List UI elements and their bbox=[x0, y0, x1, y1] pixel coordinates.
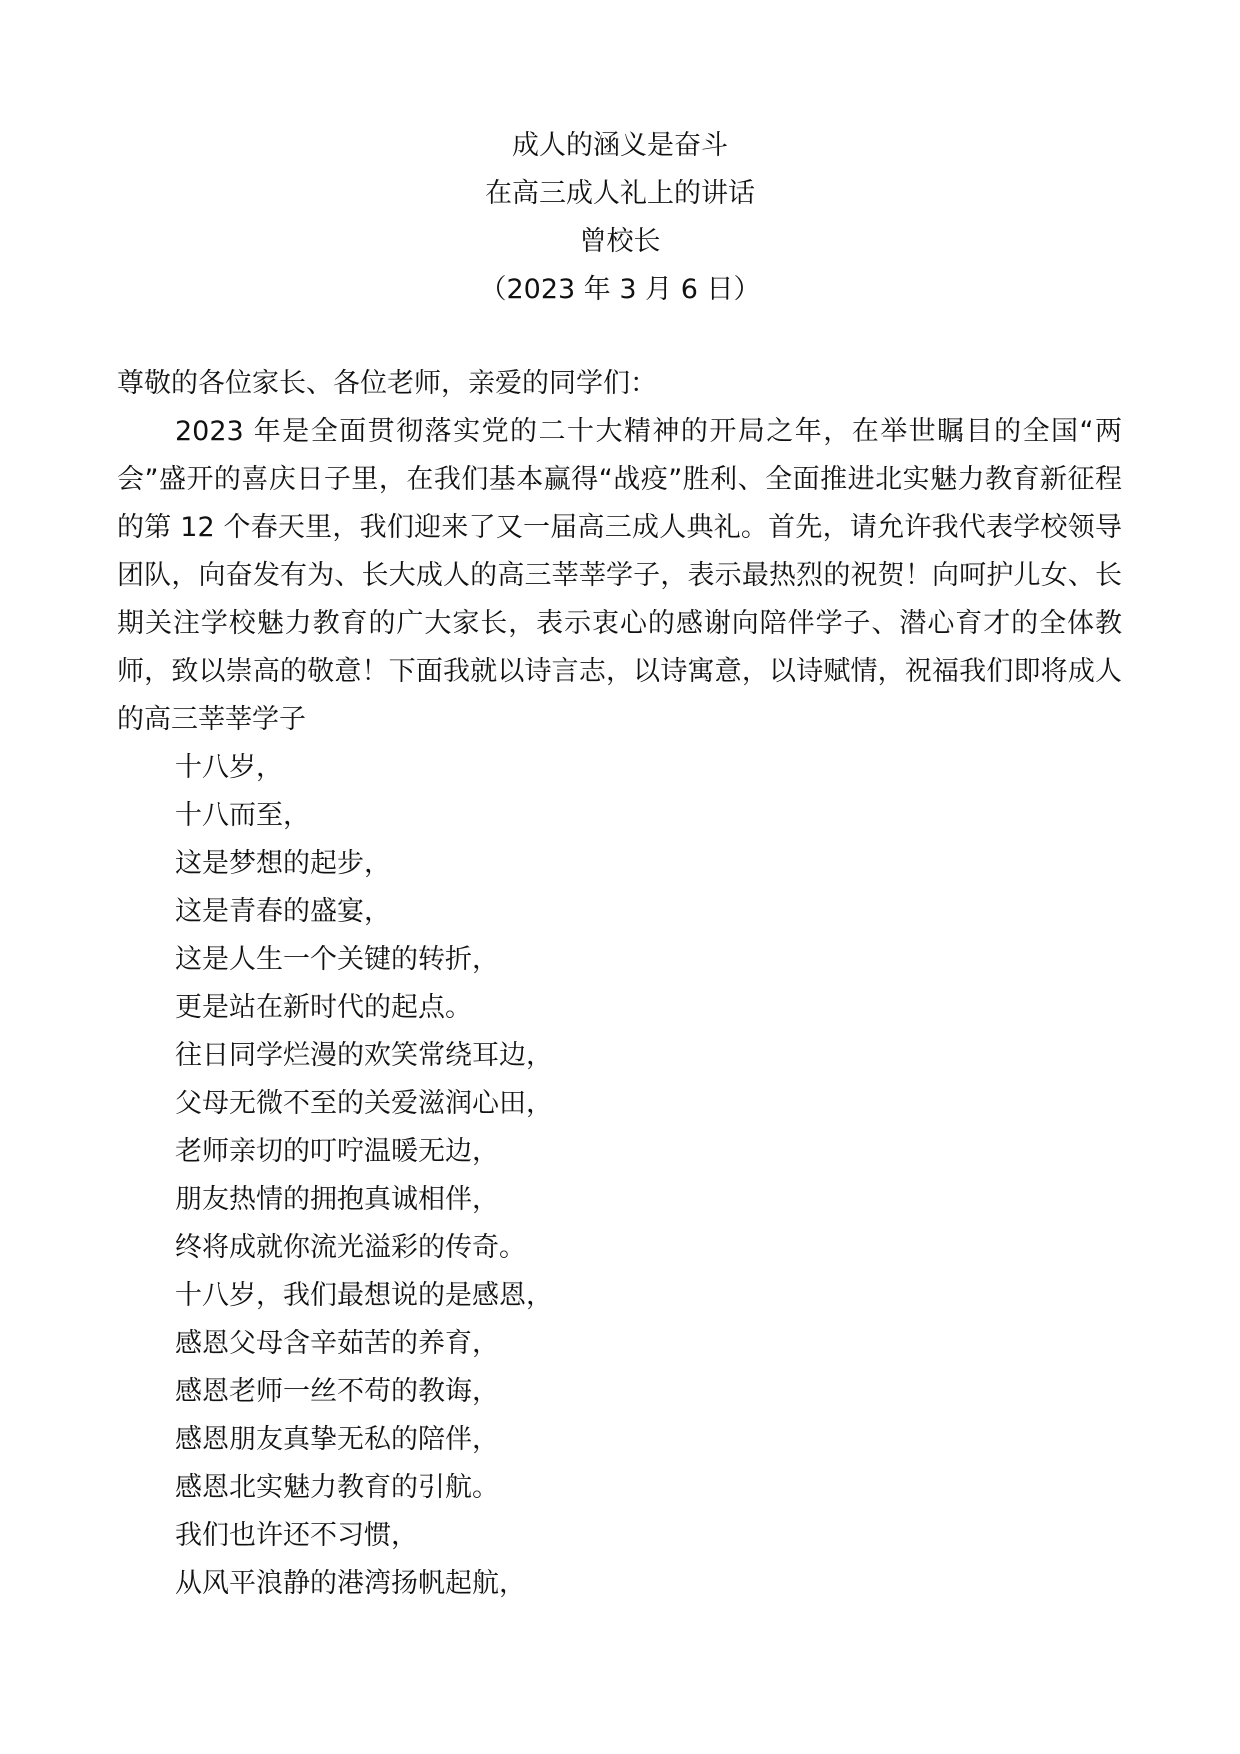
speech-date: （2023 年 3 月 6 日） bbox=[479, 274, 761, 305]
poem-line: 十八岁，我们最想说的是感恩， bbox=[175, 1280, 553, 1311]
poem-line: 朋友热情的拥抱真诚相伴， bbox=[175, 1184, 499, 1215]
speech-title: 成人的涵义是奋斗 bbox=[512, 130, 728, 161]
poem-line: 从风平浪静的港湾扬帆起航， bbox=[175, 1568, 526, 1599]
poem bbox=[117, 744, 1122, 1608]
poem-line: 十八岁， bbox=[175, 752, 283, 783]
poem-line: 十八而至， bbox=[175, 800, 310, 831]
poem-line: 这是梦想的起步， bbox=[175, 848, 391, 879]
poem-line: 老师亲切的叮咛温暖无边， bbox=[175, 1136, 499, 1167]
poem-line: 父母无微不至的关爱滋润心田， bbox=[175, 1088, 553, 1119]
poem-line: 这是青春的盛宴， bbox=[175, 896, 391, 927]
poem-line: 终将成就你流光溢彩的传奇。 bbox=[175, 1232, 526, 1263]
salutation: 尊敬的各位家长、各位老师，亲爱的同学们： bbox=[117, 368, 657, 399]
speech-subtitle: 在高三成人礼上的讲话 bbox=[485, 178, 755, 209]
poem-line: 感恩老师一丝不苟的教诲， bbox=[175, 1376, 499, 1407]
poem-line: 我们也许还不习惯， bbox=[175, 1520, 418, 1551]
poem-line: 感恩朋友真挚无私的陪伴， bbox=[175, 1424, 499, 1455]
opening-paragraph: 2023 年是全面贯彻落实党的二十大精神的开局之年，在举世瞩目的全国“两会”盛开的喜庆日子里，在我们基本赢得“战疫”胜利、全面推进北实魅力教育新征程的第 12 个春天里，我们迎来了又一届高三成人典礼。首先，请允许我代表学校领导团队，向奋发有为、长大成人的高三莘莘学子，表示最热烈的祝贺！向呵护儿女、长期关注学校魅力教育的广大家长，表示衷心的感谢向陪伴学子、潜心育才的全体教师，致以崇高的敬意！下面我就以诗言志，以诗寓意，以诗赋情，祝福我们即将成人的高三莘莘学子 bbox=[117, 416, 1122, 735]
document-body bbox=[117, 360, 1122, 1608]
document-header bbox=[0, 122, 1240, 314]
poem-line: 感恩父母含辛茹苦的养育， bbox=[175, 1328, 499, 1359]
poem-line: 这是人生一个关键的转折， bbox=[175, 944, 499, 975]
poem-line: 更是站在新时代的起点。 bbox=[175, 992, 472, 1023]
speaker-name: 曾校长 bbox=[579, 226, 661, 257]
poem-line: 感恩北实魅力教育的引航。 bbox=[175, 1472, 499, 1503]
poem-line: 往日同学烂漫的欢笑常绕耳边， bbox=[175, 1040, 553, 1071]
